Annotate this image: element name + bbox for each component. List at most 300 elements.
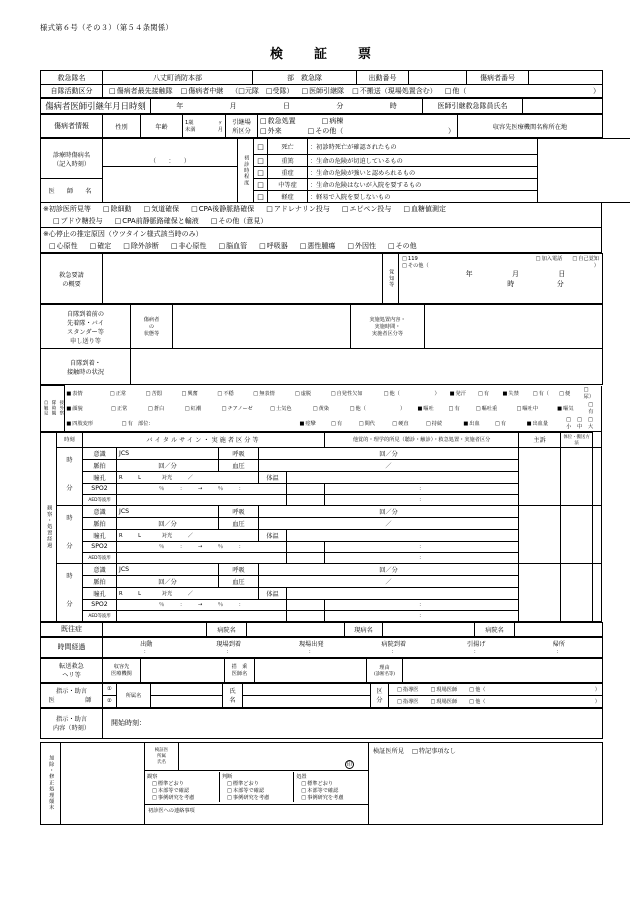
activity-row xyxy=(41,85,603,98)
div1-opt-2[interactable]: □ 他（ xyxy=(469,686,485,693)
v3-complaint[interactable] xyxy=(561,563,593,621)
request-table xyxy=(40,253,603,304)
v1-rvalue-4a[interactable] xyxy=(287,494,325,505)
current-disease-label: 現病名 xyxy=(345,622,383,636)
seizure-1[interactable]: □ 間代 xyxy=(359,420,393,427)
transfer-facility-label: 収容先 医療機関 xyxy=(103,658,141,682)
severity-checkbox-2[interactable]: □ xyxy=(254,167,268,179)
v1-label-1: 脈拍 xyxy=(83,459,117,471)
months-label[interactable]: ヶ 月 xyxy=(208,115,226,138)
v1-rvalue-2[interactable] xyxy=(287,471,519,483)
action-value[interactable] xyxy=(425,305,603,349)
severity-desc-4: ：軽易で入院を要しないもの xyxy=(308,191,538,203)
assess-1-opt-2[interactable]: □ 事例研究を考慮 xyxy=(222,794,291,801)
v1-label-4: AED等波形 xyxy=(83,494,117,505)
v2-findings[interactable] xyxy=(519,505,561,563)
activity-options-cell xyxy=(103,85,603,98)
awareness-min: 分 xyxy=(556,280,564,288)
instruction-content-table xyxy=(40,708,603,739)
header-table xyxy=(40,70,603,98)
v1-value-4[interactable] xyxy=(117,494,287,505)
v2-value-2[interactable]: R L 対光 ／ xyxy=(117,529,259,541)
diagnosis-row xyxy=(41,139,630,155)
div1-opt-1[interactable]: □ 現場医師 xyxy=(430,686,457,693)
hp-option-2[interactable]: □ 外来 xyxy=(260,126,282,136)
assess-title-2: 処置 xyxy=(296,774,307,780)
awareness-opt-3[interactable]: □ その他（ xyxy=(402,262,429,269)
arrival-status-label: 自隊到着・ 接触時の状況 xyxy=(41,349,131,385)
findings-table xyxy=(40,203,602,228)
bleedamt-head[interactable]: ■ 出血量 xyxy=(527,420,567,427)
verification-row-1 xyxy=(41,742,603,770)
v3-label-0: 意識 xyxy=(83,563,117,575)
instruction-content-label: 指示・助言 内容（時刻） xyxy=(41,708,103,738)
bleed-0[interactable]: □ 有 xyxy=(495,420,527,427)
v2-rvalue-3a[interactable] xyxy=(287,541,325,552)
v1-value-2[interactable]: R L 対光 ／ xyxy=(117,471,259,483)
arrest-cause-label: ※心停止の推定原因（ウツタイン様式該当時のみ） xyxy=(43,230,203,238)
hp-option-1[interactable]: □ 病棟 xyxy=(322,116,344,126)
contact-label[interactable]: 初診医への連絡事項 xyxy=(145,804,369,824)
seizure-0[interactable]: □ 有 xyxy=(331,420,359,427)
arrest-opt-1[interactable]: □ 確定 xyxy=(90,241,112,251)
v2-value-1[interactable]: 回／分 xyxy=(117,517,219,529)
v3-rvalue-2[interactable] xyxy=(287,587,519,599)
assess-0-opt-0[interactable]: □ 標準どおり xyxy=(147,780,217,787)
assess-2-opt-2[interactable]: □ 事例研究を考慮 xyxy=(296,794,366,801)
severity-name-3: 中等症 xyxy=(268,179,308,191)
severity-checkbox-0[interactable]: □ xyxy=(254,139,268,155)
timeline-stage-0[interactable]: 出動 ： xyxy=(140,641,153,655)
incont-1[interactable]: □ 便 xyxy=(559,390,584,397)
v3-value-0[interactable]: JCS xyxy=(117,563,219,575)
appearance-row-0 xyxy=(41,386,602,401)
seizure-2[interactable]: □ 硬直 xyxy=(392,420,426,427)
bleedamt-1[interactable]: □ 中 xyxy=(577,417,588,430)
vitals-min-1[interactable]: 分 xyxy=(57,471,83,505)
awareness-year: 年 xyxy=(465,270,473,278)
finding-0[interactable]: □ 除細動 xyxy=(103,204,132,214)
dispatch-no-value[interactable] xyxy=(409,71,467,85)
face-3[interactable]: □ チアノーゼ xyxy=(222,405,271,412)
finding-7[interactable]: □ CPA前静脈路確保と輸液 xyxy=(115,216,199,226)
severity-desc-0: ：初診時死亡が確認されたもの xyxy=(308,139,538,155)
current-disease-value[interactable] xyxy=(383,622,475,636)
v3-rvalue-4a[interactable] xyxy=(287,610,325,621)
severity-checkbox-4[interactable]: □ xyxy=(254,191,268,203)
past-history-value[interactable] xyxy=(103,622,207,636)
doctor-name-label-2: 氏 名 xyxy=(223,683,243,707)
vitals-hour-2[interactable]: 時 xyxy=(57,505,83,529)
inspector-value[interactable] xyxy=(179,742,369,770)
vitals-min-3[interactable]: 分 xyxy=(57,587,83,621)
severity-vertical-label: 初診時程度 xyxy=(238,139,254,203)
appearance-table xyxy=(40,385,602,432)
seizure-3[interactable]: □ 持続 xyxy=(426,420,464,427)
doctor-name-value-1[interactable] xyxy=(243,683,371,695)
exp-1[interactable]: □ 苦悶 xyxy=(146,390,182,397)
v1-label-3: SPO2 xyxy=(83,483,117,494)
dispatch-no-label: 出動番号 xyxy=(357,71,409,85)
v3-position[interactable] xyxy=(593,563,602,621)
severity-checkbox-3[interactable]: □ xyxy=(254,179,268,191)
activity-option-0[interactable]: □ 傷病者最先接触隊 xyxy=(109,86,173,96)
div2-opt-0[interactable]: □ 指導医 xyxy=(397,698,418,705)
limb-0[interactable]: □ 有 部位： xyxy=(122,420,300,427)
appearance-vlabel-1: 自触見 xyxy=(41,386,49,432)
vitals-min-2[interactable]: 分 xyxy=(57,529,83,563)
face-6[interactable]: □ 他（ xyxy=(350,405,400,412)
awareness-cell: □ 119 □ 加入電話 □ 自己覚知 □ その他（ ） 年 月 日 時 分 xyxy=(399,254,603,304)
handover-minute: 分 xyxy=(336,102,344,110)
request-label: 救急要請 の概要 xyxy=(41,254,103,304)
arrest-opt-8[interactable]: □ その他 xyxy=(388,241,417,251)
exp-7[interactable]: □ 他（ xyxy=(384,390,435,397)
vitals-position-header: 体位・搬送方法 xyxy=(561,432,593,447)
v2-rvalue-4b[interactable]: ： xyxy=(325,552,519,563)
handover-day: 日 xyxy=(282,102,290,110)
assess-1-opt-1[interactable]: □ 本部等で確認 xyxy=(222,787,291,794)
activity-option-2[interactable]: （□元隊 □受隊） xyxy=(231,87,294,95)
assess-2-opt-0[interactable]: □ 標準どおり xyxy=(296,780,366,787)
vitals-block-2-row-0 xyxy=(41,505,602,517)
transfer-row xyxy=(41,658,603,682)
bleed-head[interactable]: ■ 出血 xyxy=(463,420,495,427)
transfer-table xyxy=(40,658,603,683)
facility-value[interactable] xyxy=(538,139,630,203)
severity-name-2: 重症 xyxy=(268,167,308,179)
exp-3[interactable]: □ 不穏 xyxy=(217,390,253,397)
division-label: 区 分 xyxy=(371,683,389,707)
affiliation-value-1[interactable] xyxy=(151,683,223,695)
diagnosis-value[interactable]: （ ： ） xyxy=(103,139,238,167)
vitals-header-row xyxy=(41,432,602,447)
v1-label-2: 瞳孔 xyxy=(83,471,117,483)
v1-position[interactable] xyxy=(593,447,602,505)
awareness-opt-1[interactable]: □ 加入電話 xyxy=(536,255,563,262)
patient-no-value[interactable] xyxy=(529,71,603,85)
past-hospital-value[interactable] xyxy=(247,622,345,636)
vitals-block-1-row-2 xyxy=(41,471,602,483)
v1-value-1[interactable]: 回／分 xyxy=(117,459,219,471)
doctor-name-label: 医 師 名 xyxy=(41,179,103,203)
vitals-block-3-row-2 xyxy=(41,587,602,599)
v3-value-4[interactable] xyxy=(117,610,287,621)
v2-complaint[interactable] xyxy=(561,505,593,563)
assessment-col-1 xyxy=(219,772,293,802)
transfer-facility-value[interactable] xyxy=(141,658,225,682)
incont-0[interactable]: □ 有（ xyxy=(533,390,559,397)
v3-rvalue-4b[interactable]: ： xyxy=(325,610,519,621)
vitals-block-3-row-3 xyxy=(41,599,602,610)
exp-6[interactable]: □ 自発性欠如 xyxy=(331,390,384,397)
v1-rvalue-3b[interactable]: ： xyxy=(325,483,519,494)
face-5[interactable]: □ 黄染 xyxy=(313,405,350,412)
assess-0-opt-1[interactable]: □ 本部等で確認 xyxy=(147,787,217,794)
arrest-opt-5[interactable]: □ 呼吸器 xyxy=(259,241,288,251)
diagnosis-table xyxy=(40,138,630,203)
vitals-block-1-row-0 xyxy=(41,447,602,459)
appearance-items-2 xyxy=(65,416,602,432)
finding-4[interactable]: □ エピペン投与 xyxy=(342,204,392,214)
exp-0[interactable]: □ 正常 xyxy=(110,390,146,397)
v2-rvalue-2[interactable] xyxy=(287,529,519,541)
arrest-opt-4[interactable]: □ 脳血管 xyxy=(219,241,248,251)
v1-rvalue-0[interactable]: 回／分 xyxy=(259,447,519,459)
face-1[interactable]: □ 蒼白 xyxy=(148,405,185,412)
transfer-reason-value[interactable] xyxy=(403,658,603,682)
v1-rvalue-3a[interactable] xyxy=(287,483,325,494)
exp-5[interactable]: □ 虚脱 xyxy=(295,390,331,397)
severity-checkbox-1[interactable]: □ xyxy=(254,155,268,167)
appearance-head-1[interactable]: ■ 顔貌 xyxy=(66,405,111,412)
v2-label-4: AED等波形 xyxy=(83,552,117,563)
hp-option-3[interactable]: □ その他（ xyxy=(308,126,344,136)
instruction-table xyxy=(40,683,603,708)
findings-cell xyxy=(41,203,602,215)
arrest-opt-7[interactable]: □ 外因性 xyxy=(347,241,376,251)
vitals-main-header: バイタルサイン・実施者区分等 xyxy=(83,432,325,447)
severity-desc-3: ：生命の危険はないが入院を要するもの xyxy=(308,179,538,191)
awareness-day: 日 xyxy=(558,270,566,278)
face-2[interactable]: □ 紅潮 xyxy=(185,405,222,412)
v3-rvalue-0[interactable]: 回／分 xyxy=(259,563,519,575)
v1-findings[interactable] xyxy=(519,447,561,505)
activity-option-3[interactable]: □ 医師引継隊 xyxy=(301,86,344,96)
patient-info-label: 傷病者情報 xyxy=(41,115,103,138)
exp-2[interactable]: □ 興奮 xyxy=(182,390,218,397)
handover-datetime-cell[interactable] xyxy=(151,99,423,114)
appearance-items-0: ■ 表情 □ 正常 □ 苦悶 □ 興奮 □ 不穏 □ 無表情 □ 虚脱 □ 自発性欠如 □ 他（ ） ■ 発汗 □ 有 ■ 失禁 □ 有（ □ 便 □ 尿） xyxy=(65,386,602,401)
vitals-block-3-row-0 xyxy=(41,563,602,575)
div2-opt-1[interactable]: □ 現場医師 xyxy=(430,698,457,705)
appearance-vlabel-2: 隊時観 xyxy=(49,386,57,432)
appearance-vlabel-3: 接外察 xyxy=(57,386,65,432)
v1-rlabel-2: 体温 xyxy=(259,471,287,483)
timeline-stage-5[interactable]: 帰所 ： xyxy=(552,641,565,655)
handover-staff-value[interactable] xyxy=(523,99,603,114)
v3-value-3[interactable]: ％ ： → ％ ： xyxy=(117,599,287,610)
vitals-block-2-row-4 xyxy=(41,552,602,563)
timeline-stages xyxy=(103,637,603,657)
appearance-row-1 xyxy=(41,401,602,416)
transfer-reason-label: 理由 (診断名等) xyxy=(367,658,403,682)
vomit-head[interactable]: ■ 嘔吐 xyxy=(418,405,449,412)
vomit-0[interactable]: □ 有 xyxy=(449,405,476,412)
div2-opt-2[interactable]: □ 他（ xyxy=(469,698,485,705)
instruction-marker-1: ① xyxy=(103,683,117,695)
findings-row2-cell xyxy=(41,215,602,228)
v2-value-3[interactable]: ％ ： → ％ ： xyxy=(117,541,287,552)
verification-memo[interactable] xyxy=(61,742,145,824)
v1-complaint[interactable] xyxy=(561,447,593,505)
vitals-complaint-header: 主訴 xyxy=(519,432,561,447)
v2-value-0[interactable]: JCS xyxy=(117,505,219,517)
vomit-1[interactable]: □ 嘔吐重 xyxy=(476,405,517,412)
finding-1[interactable]: □ 気道確保 xyxy=(144,204,180,214)
finding-2[interactable]: □ CPA後静脈路確保 xyxy=(191,204,254,214)
facility-label: 収容先医療機関名称所在地 xyxy=(458,115,603,138)
assessment-col-2 xyxy=(294,772,368,802)
transfer-doctor-value[interactable] xyxy=(255,658,367,682)
timeline-stage-4[interactable]: 引揚げ ： xyxy=(466,641,486,655)
vomit-2[interactable]: □ 嘔吐中 xyxy=(516,405,557,412)
v2-label-3: SPO2 xyxy=(83,541,117,552)
handover-table xyxy=(40,98,603,114)
team-suffix: 部 救急隊 xyxy=(253,71,357,85)
activity-option-5[interactable]: □ 他（ xyxy=(445,86,467,96)
finding-8[interactable]: □ その他（意見） xyxy=(211,216,268,226)
past-history-label: 既往症 xyxy=(41,622,103,636)
arrival-status-value[interactable] xyxy=(131,349,603,385)
arrest-opt-0[interactable]: □ 心原性 xyxy=(49,241,78,251)
finding-5[interactable]: □ 血糖値測定 xyxy=(403,204,446,214)
handover-label: 傷病者医師引継年月日時刻 xyxy=(41,99,151,114)
current-hospital-value[interactable] xyxy=(515,622,603,636)
vitals-block-3-row-1 xyxy=(41,575,602,587)
appearance-items-1: ■ 顔貌 □ 正常 □ 蒼白 □ 紅潮 □ チアノーゼ □ 土気色 □ 黄染 □ 他（ ） ■ 嘔吐 □ 有 □ 嘔吐重 □ 嘔吐中 ■ 嘔気 □ 有 xyxy=(65,401,602,416)
v3-rvalue-3a[interactable] xyxy=(287,599,325,610)
v3-rvalue-1[interactable]: ／ xyxy=(259,575,519,587)
finding-3[interactable]: □ アドレナリン投与 xyxy=(266,204,330,214)
activity-option-1[interactable]: □ 傷病者中継 xyxy=(181,86,224,96)
face-4[interactable]: □ 土気色 xyxy=(270,405,313,412)
history-row xyxy=(41,622,603,636)
v3-label-2: 瞳孔 xyxy=(83,587,117,599)
vitals-block-1-row-4 xyxy=(41,494,602,505)
v2-rvalue-1[interactable]: ／ xyxy=(259,517,519,529)
instruction-row-1 xyxy=(41,683,603,695)
seizure-head[interactable]: ■ 痙攣 xyxy=(299,420,331,427)
timeline-stage-2[interactable]: 現場出発 ： xyxy=(298,641,324,655)
request-value[interactable] xyxy=(103,254,383,304)
vitals-table xyxy=(40,432,602,622)
instruction-start-time[interactable]: 開始時刻： xyxy=(103,708,603,738)
doctor-name-value[interactable] xyxy=(103,167,238,203)
patient-no-label: 傷病者番号 xyxy=(467,71,529,85)
patient-state-value[interactable] xyxy=(173,305,351,349)
instruction-marker-2: ② xyxy=(103,695,117,707)
handover-year: 年 xyxy=(176,102,184,110)
vitals-time-header: 時刻 xyxy=(57,432,83,447)
vitals-hour-3[interactable]: 時 xyxy=(57,563,83,587)
assess-0-opt-2[interactable]: □ 事例研究を考慮 xyxy=(147,794,217,801)
v3-rlabel-0: 呼吸 xyxy=(219,563,259,575)
v1-rvalue-4b[interactable]: ： xyxy=(325,494,519,505)
assess-2-opt-1[interactable]: □ 本部等で確認 xyxy=(296,787,366,794)
assess-1-opt-0[interactable]: □ 標準どおり xyxy=(222,780,291,787)
bleedamt-2[interactable]: □ 大 xyxy=(588,417,599,430)
v3-value-2[interactable]: R L 対光 ／ xyxy=(117,587,259,599)
vitals-hour-1[interactable]: 時 xyxy=(57,447,83,471)
nausea-0[interactable]: □ 有 xyxy=(588,402,599,415)
appearance-head-2[interactable]: ■ 四肢変形 xyxy=(66,420,121,427)
v2-rvalue-0[interactable]: 回／分 xyxy=(259,505,519,517)
transfer-label: 転送救急 ヘリ等 xyxy=(41,658,103,682)
team-value[interactable]: 八丈町消防本部 xyxy=(103,71,253,85)
under1-label[interactable]: 1歳 未満 xyxy=(183,115,208,138)
age-label[interactable]: 年齢 xyxy=(141,115,183,138)
incont-2[interactable]: □ 尿） xyxy=(584,387,599,400)
appearance-head-0[interactable]: ■ 表情 xyxy=(66,390,109,397)
bleedamt-0[interactable]: □ 小 xyxy=(566,417,577,430)
sex-label[interactable]: 性別 xyxy=(103,115,141,138)
v2-rlabel-0: 呼吸 xyxy=(219,505,259,517)
timeline-stage-3[interactable]: 病院到着 ： xyxy=(381,641,407,655)
timeline-stage-1[interactable]: 現場到着 ： xyxy=(216,641,242,655)
v2-rvalue-4a[interactable] xyxy=(287,552,325,563)
instruction-label: 指示・助言 医 師 xyxy=(41,683,103,707)
v3-value-1[interactable]: 回／分 xyxy=(117,575,219,587)
awareness-opt-2[interactable]: □ 自己覚知 xyxy=(572,255,599,262)
page-title: 検 証 票 xyxy=(269,47,380,62)
sweat-head[interactable]: ■ 発汗 xyxy=(450,390,478,397)
v3-rvalue-3b[interactable]: ： xyxy=(325,599,519,610)
vitals-block-2-row-1 xyxy=(41,517,602,529)
finding-6[interactable]: □ ブドウ糖投与 xyxy=(53,216,103,226)
vitals-block-1-row-3 xyxy=(41,483,602,494)
prior-arrival-table xyxy=(40,304,603,385)
v2-rlabel-1: 血圧 xyxy=(219,517,259,529)
vitals-findings-header: 他覚的・理学的所見（聴診・触診）・救急処置・実施者区分 xyxy=(325,432,519,447)
v3-findings[interactable] xyxy=(519,563,561,621)
division-options-1: □ 指導医 □ 現場医師 □ 他（ ） xyxy=(389,683,603,695)
assessment-cell xyxy=(145,770,369,804)
current-hospital-label: 病院名 xyxy=(475,622,515,636)
arrest-opt-3[interactable]: □ 非心原性 xyxy=(171,241,207,251)
awareness-hour: 時 xyxy=(507,280,515,288)
v1-rvalue-1[interactable]: ／ xyxy=(259,459,519,471)
doctor-name-value-2[interactable] xyxy=(243,695,371,707)
vitals-block-3-row-4 xyxy=(41,610,602,621)
sweat-0[interactable]: □ 有 xyxy=(478,390,503,397)
past-hospital-label: 病院名 xyxy=(207,622,247,636)
vitals-block-1-row-1 xyxy=(41,459,602,471)
arrest-opt-2[interactable]: □ 除外診断 xyxy=(123,241,159,251)
verification-table xyxy=(40,742,603,825)
team-label: 救急隊名 xyxy=(41,71,103,85)
v1-label-0: 意識 xyxy=(83,447,117,459)
v2-position[interactable] xyxy=(593,505,602,563)
div1-opt-0[interactable]: □ 指導医 xyxy=(397,686,418,693)
hp-option-0[interactable]: □ 救急処置 xyxy=(260,116,296,126)
arrest-cause-table xyxy=(40,228,602,253)
v3-rlabel-2: 体温 xyxy=(259,587,287,599)
verification-findings-cell[interactable] xyxy=(369,742,603,824)
awareness-opt-0[interactable]: □ 119 xyxy=(402,256,418,262)
exp-4[interactable]: □ 無表情 xyxy=(253,390,295,397)
no-remarks-checkbox[interactable]: □ 特記事項なし xyxy=(412,746,456,755)
handover-place-options: □ 救急処置 □ 病棟 □ 外来 □ その他（ ） xyxy=(258,115,458,138)
face-0[interactable]: □ 正常 xyxy=(111,405,148,412)
nausea-head[interactable]: ■ 嘔気 xyxy=(557,405,588,412)
handover-staff-label: 医師引継救急隊員氏名 xyxy=(423,99,523,114)
arrest-opt-6[interactable]: □ 悪性腫瘍 xyxy=(300,241,336,251)
incont-head[interactable]: ■ 失禁 xyxy=(503,390,533,397)
v2-rvalue-3b[interactable]: ： xyxy=(325,541,519,552)
vitals-block-2-row-3 xyxy=(41,541,602,552)
v1-value-0[interactable]: JCS xyxy=(117,447,219,459)
activity-option-4[interactable]: □ 不搬送（現場処置含む） xyxy=(352,86,437,96)
v1-rlabel-1: 血圧 xyxy=(219,459,259,471)
division-options-2: □ 指導医 □ 現場医師 □ 他（ ） xyxy=(389,695,603,707)
patient-info-table xyxy=(40,114,603,138)
affiliation-value-2[interactable] xyxy=(151,695,223,707)
team-row xyxy=(41,71,603,85)
vitals-vertical-label: 観察・処置経過 xyxy=(41,432,57,621)
v1-value-3[interactable]: ％ ： → ％ ： xyxy=(117,483,287,494)
v2-value-4[interactable] xyxy=(117,552,287,563)
